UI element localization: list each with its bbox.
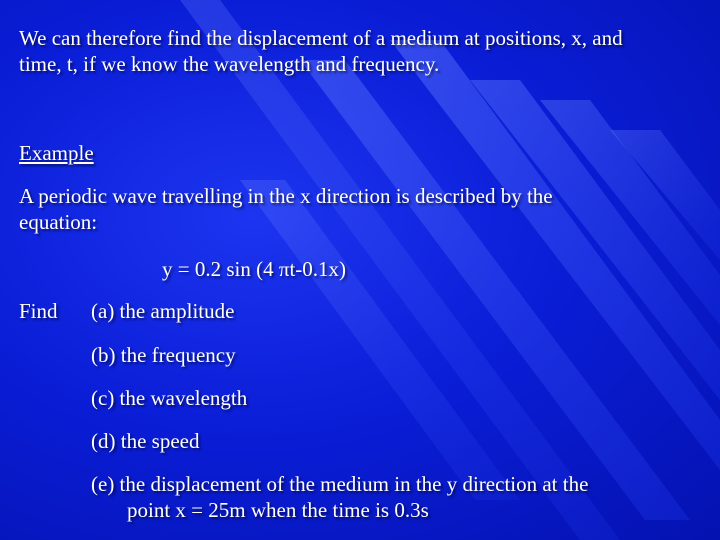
wave-equation: y = 0.2 sin (4 πt-0.1x)	[162, 257, 347, 281]
question-part-a: (a) the amplitude	[91, 299, 235, 323]
problem-statement	[19, 183, 553, 235]
question-part-e-line: point x = 25m when the time is 0.3s	[127, 498, 429, 522]
question-part-c: (c) the wavelength	[91, 386, 248, 410]
find-label: Find	[19, 299, 58, 323]
question-part-e	[91, 471, 588, 523]
problem-line: equation:	[19, 210, 98, 234]
question-part-d: (d) the speed	[91, 429, 200, 453]
intro-paragraph	[19, 25, 623, 77]
intro-line: We can therefore find the displacement of a medium at positions, x, and	[19, 26, 623, 50]
problem-line: A periodic wave travelling in the x direction is described by the	[19, 184, 553, 208]
intro-line: time, t, if we know the wavelength and frequency.	[19, 52, 440, 76]
question-part-e-line: (e) the displacement of the medium in the y direction at the	[91, 472, 589, 496]
question-part-b: (b) the frequency	[91, 343, 236, 367]
example-heading: Example	[19, 141, 94, 165]
